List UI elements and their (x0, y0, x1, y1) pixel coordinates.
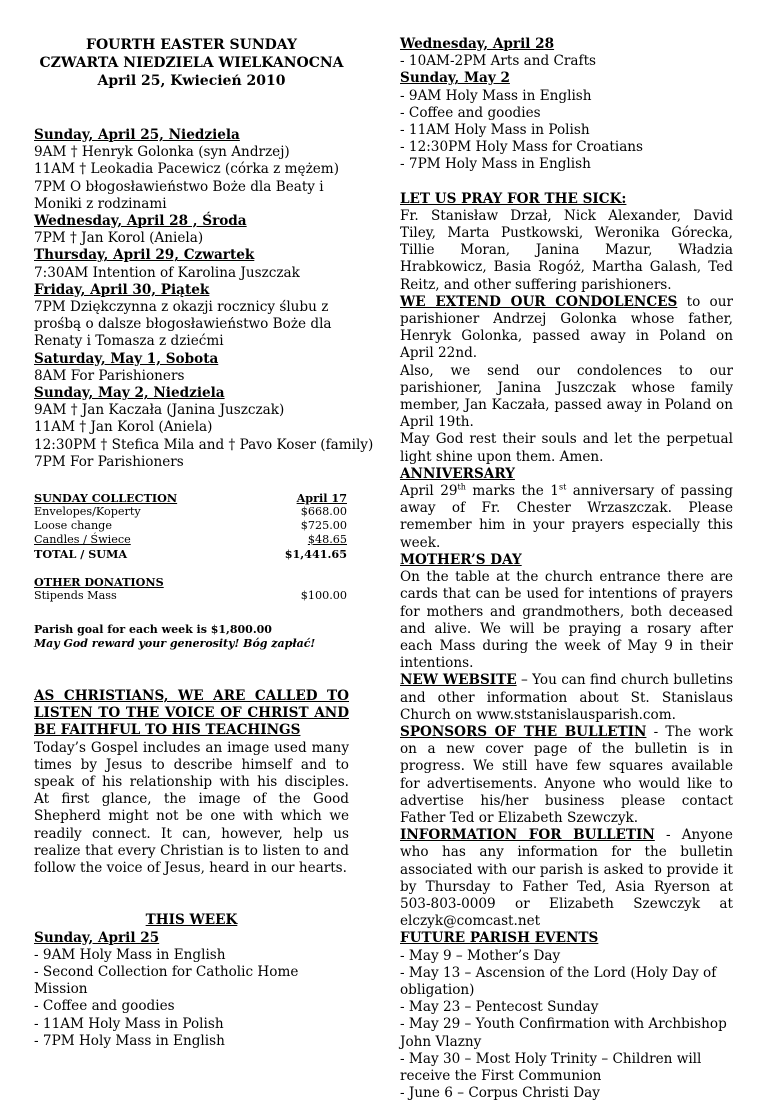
mass-line: 9AM † Henryk Golonka (syn Andrzej) (34, 144, 290, 161)
future-event-item: - May 29 – Youth Confirmation with Archbishop John Vlazny (400, 1016, 727, 1050)
other-donation-label: Stipends Mass (34, 589, 117, 603)
mass-line: 11AM † Jan Korol (Aniela) (34, 419, 213, 436)
week-day: Wednesday, April 28 (400, 36, 555, 52)
collection-total-label: TOTAL / SUMA (34, 547, 128, 562)
week-item: - 9AM Holy Mass in English (400, 87, 592, 104)
mass-day: Thursday, April 29, Czwartek (34, 247, 255, 264)
this-week-heading: THIS WEEK (145, 912, 238, 929)
condolences-body-3: May God rest their souls and let the perpetual light shine upon them. Amen. (400, 431, 733, 465)
future-events-heading: FUTURE PARISH EVENTS (400, 930, 599, 947)
collection-amount: $668.00 (300, 505, 347, 519)
week-item: - 7PM Holy Mass in English (34, 1032, 225, 1049)
title-line-1: FOURTH EASTER SUNDAY (86, 37, 297, 53)
future-event-item: - May 30 – Most Holy Trinity – Children will receive the First Communion (400, 1050, 702, 1084)
mass-line: 12:30PM † Stefica Mila and † Pavo Koser (family) (34, 436, 374, 453)
future-event-item: - May 13 – Ascension of the Lord (Holy Day of obligation) (400, 964, 717, 998)
other-donations-heading: OTHER DONATIONS (34, 575, 164, 590)
mass-line: 8AM For Parishioners (34, 367, 185, 384)
future-events-section (400, 930, 733, 1102)
anniversary-sup: th (457, 482, 466, 492)
week-item: - Coffee and goodies (400, 104, 541, 121)
mass-line: 11AM † Leokadia Pacewicz (córka z mężem) (34, 161, 340, 178)
mass-line: 7:30AM Intention of Karolina Juszczak (34, 264, 300, 281)
mothers-day-heading: MOTHER’S DAY (400, 551, 522, 568)
title-line-3: April 25, Kwiecień 2010 (97, 73, 286, 89)
anniversary-date: April 29 (400, 483, 458, 500)
parish-goal: Parish goal for each week is $1,800.00 (34, 623, 272, 637)
sponsors-body: - The work on a new cover page of the bulletin is in progress. We still have few squares available for advertisements. Anyone who would like to advertise his/her business please contact Father Ted or Elizabeth Szewczyk. (400, 723, 734, 826)
info-body: - Anyone who has any information for the bulletin associated with our parish is asked to provide it by Thursday to Father Ted, Asia Ryerson at 503-803-0009 or Elizabeth Szewczyk at elczyk@comcast.net (400, 827, 733, 930)
collection-amount: $48.65 (307, 533, 347, 547)
mass-intentions (34, 127, 374, 471)
mass-day: Friday, April 30, Piątek (34, 281, 210, 298)
collection-table (34, 491, 349, 651)
sponsors-section (400, 724, 733, 827)
info-section (400, 827, 733, 930)
mothers-day-body: On the table at the church entrance there are cards that can be used for intentions of prayers for mothers and grandmothers, both deceased and alive. We will be praying a rosary after each Mass during the week of May 9 in their intentions. (400, 569, 733, 672)
this-week-continued (400, 36, 733, 174)
left-column (34, 0, 374, 1050)
mass-line: 7PM O błogosławieństwo Boże dla Beaty i Moniki z rodzinami (34, 178, 324, 212)
title-line-2: CZWARTA NIEDZIELA WIELKANOCNA (39, 55, 344, 71)
christians-heading: AS CHRISTIANS, WE ARE CALLED TO LISTEN TO THE VOICE OF CHRIST AND BE FAITHFUL TO HIS TEACHINGS (34, 688, 349, 739)
this-week-section (34, 912, 349, 1050)
week-item: - Coffee and goodies (34, 998, 175, 1015)
collection-total-amount: $1,441.65 (284, 547, 347, 562)
sick-body: Fr. Stanisław Drzał, Nick Alexander, David Tiley, Marta Pustkowski, Weronika Górecka, Tillie Moran, Janina Mazur, Władzia Hrabkowicz, Basia Rogóż, Martha Galash, Ted Reitz, and other suffering parishioners. (400, 207, 733, 293)
mass-day: Sunday, April 25, Niedziela (34, 127, 240, 143)
condolences-para (400, 294, 733, 363)
future-event-item: - June 6 – Corpus Christi Day (400, 1085, 600, 1102)
website-body: – You can find church bulletins and other information about St. Stanislaus Church on www.ststanislausparish.com. (400, 672, 733, 723)
mass-line: 9AM † Jan Kaczała (Janina Juszczak) (34, 402, 285, 419)
collection-label: Loose change (34, 519, 112, 533)
condolences-body-2: Also, we send our condolences to our parishioner, Janina Juszczak whose family member, Jan Kaczała, passed away in Poland on April 19th. (400, 362, 733, 431)
sick-section (400, 191, 733, 294)
sick-heading: LET US PRAY FOR THE SICK: (400, 190, 627, 207)
other-donation-amount: $100.00 (300, 589, 347, 603)
week-item: - 11AM Holy Mass in Polish (400, 122, 590, 139)
thanks-note: May God reward your generosity! Bóg zapłać! (34, 637, 316, 651)
christians-section (34, 688, 349, 877)
collection-label: Candles / Świece (34, 533, 131, 547)
collection-label: Envelopes/Koperty (34, 505, 141, 519)
info-heading: INFORMATION FOR BULLETIN (400, 827, 655, 844)
condolences-heading: WE EXTEND OUR CONDOLENCES (400, 293, 678, 310)
website-heading: NEW WEBSITE (400, 672, 517, 689)
mass-day: Saturday, May 1, Sobota (34, 350, 219, 367)
condolences-body-1: to our parishioner Andrzej Golonka whose father, Henryk Golonka, passed away in Poland on April 22nd. (400, 293, 733, 362)
mass-line: 7PM Dziękczynna z okazji rocznicy ślubu z prośbą o dalsze błogosławieństwo Boże dla Renaty i Tomasza z dziećmi (34, 299, 332, 350)
mass-line: 7PM For Parishioners (34, 453, 184, 470)
week-item: - 9AM Holy Mass in English (34, 946, 226, 963)
week-item: - 11AM Holy Mass in Polish (34, 1015, 224, 1032)
future-event-item: - May 9 – Mother’s Day (400, 947, 561, 964)
week-item: - 12:30PM Holy Mass for Croatians (400, 139, 644, 156)
mass-line: 7PM † Jan Korol (Aniela) (34, 230, 204, 247)
anniversary-sup: st (558, 482, 567, 492)
mass-day: Wednesday, April 28 , Środa (34, 213, 247, 230)
website-section (400, 672, 733, 724)
anniversary-heading: ANNIVERSARY (400, 465, 515, 482)
anniversary-text: anniversary of passing away of Fr. Chester Wrzaszczak. Please remember him in your prayers especially this week. (400, 483, 733, 551)
right-column (400, 36, 733, 1102)
future-event-item: - May 23 – Pentecost Sunday (400, 999, 599, 1016)
anniversary-body (400, 483, 733, 552)
week-item: - Second Collection for Catholic Home Mission (34, 963, 299, 998)
mass-day: Sunday, May 2, Niedziela (34, 385, 225, 402)
sponsors-heading: SPONSORS OF THE BULLETIN (400, 723, 647, 740)
week-day: Sunday, May 2 (400, 70, 510, 87)
week-day: Sunday, April 25 (34, 929, 160, 946)
collection-amount: $725.00 (300, 519, 347, 533)
anniversary-mid: marks the 1 (465, 483, 559, 500)
week-item: - 7PM Holy Mass in English (400, 156, 591, 173)
anniversary-section (400, 466, 733, 552)
christians-body: Today’s Gospel includes an image used many times by Jesus to describe himself and to speak of his relationship with his disciples. At first glance, the image of the Good Shepherd might not be one with which we readily connect. It can, however, help us realize that every Christian is to listen to and follow the voice of Jesus, heard in our hearts. (34, 739, 349, 877)
bulletin-title (34, 36, 349, 90)
condolences-section (400, 294, 733, 466)
mothers-day-section (400, 552, 733, 672)
collection-heading: SUNDAY COLLECTION (34, 491, 178, 506)
week-item: - 10AM-2PM Arts and Crafts (400, 53, 597, 70)
collection-date: April 17 (296, 491, 347, 506)
